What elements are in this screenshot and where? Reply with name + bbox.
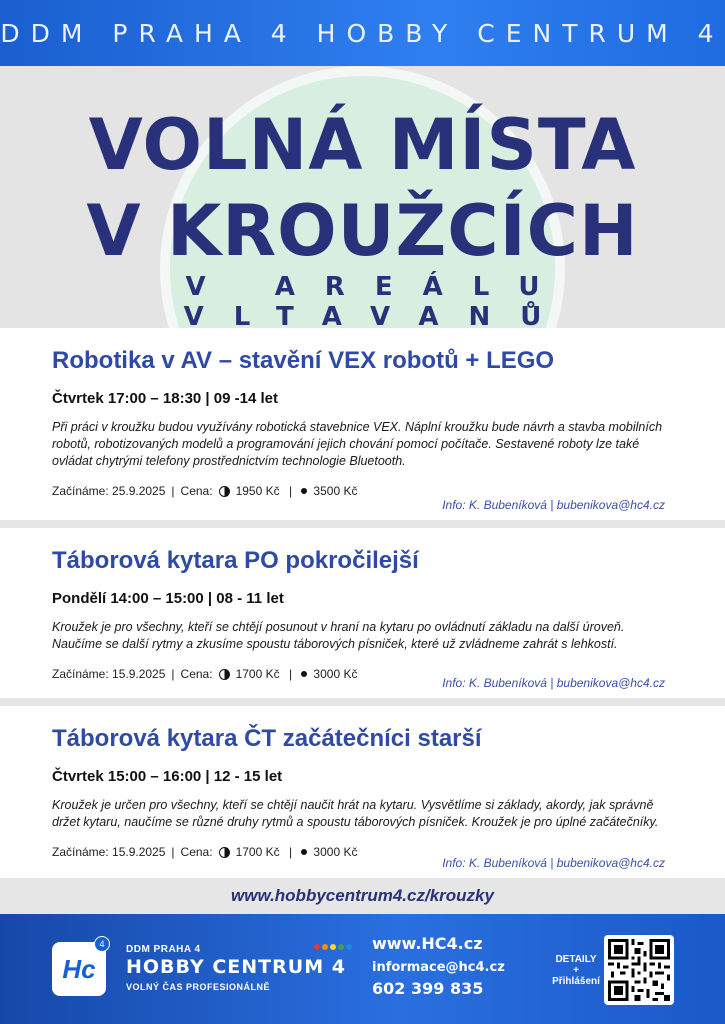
price-half: 1700 Kč <box>235 845 280 859</box>
separator: | <box>171 667 175 681</box>
course-title: Robotika v AV – stavění VEX robotů + LEGO <box>52 347 555 374</box>
top-header-bar <box>0 0 725 66</box>
course-start: Začínáme: 25.9.2025 <box>52 484 166 498</box>
course-schedule: Čtvrtek 17:00 – 18:30 | 09 -14 let <box>52 390 278 407</box>
price-half: 1700 Kč <box>235 667 280 681</box>
course-meta <box>52 484 673 498</box>
price-full: 3000 Kč <box>313 667 358 681</box>
course-schedule: Čtvrtek 15:00 – 16:00 | 12 - 15 let <box>52 768 283 785</box>
course-card <box>0 528 725 698</box>
price-label: Cena: <box>180 484 213 498</box>
separator: | <box>171 484 175 498</box>
half-year-icon <box>219 486 230 497</box>
course-info-contact[interactable]: Info: K. Bubeníková | bubenikova@hc4.cz <box>442 498 665 512</box>
hero-subtitle: V AREÁLU VLTAVANŮ <box>183 272 572 328</box>
details-label <box>548 954 604 987</box>
footer-web-link[interactable]: www.HC4.cz <box>372 934 483 953</box>
hero-section <box>0 66 725 328</box>
org-name: DDM PRAHA 4 HOBBY CENTRUM 4 <box>0 18 725 48</box>
color-dot <box>322 944 328 950</box>
course-card <box>0 328 725 520</box>
separator: | <box>171 845 175 859</box>
course-description: Kroužek je pro všechny, kteří se chtějí posunout v hraní na kytaru po ovládnutí základu na další úroveň. Naučíme se další rytmy a zkusíme spoustu táborových písniček, které už zvládneme zahrát s lehkostí. <box>52 620 625 651</box>
website-link[interactable]: www.hobbycentrum4.cz/krouzky <box>0 878 725 914</box>
details-text: DETAILY <box>555 954 597 965</box>
brand-tagline: VOLNÝ ČAS PROFESIONÁLNĚ <box>126 982 271 992</box>
footer-phone[interactable]: 602 399 835 <box>372 979 484 998</box>
brand-color-dots <box>314 944 352 950</box>
logo-superscript: 4 <box>94 936 110 952</box>
plus-text: + <box>573 965 579 976</box>
brand-name: HOBBY CENTRUM 4 <box>126 956 346 978</box>
logo-text: Hc <box>62 953 96 984</box>
course-start: Začínáme: 15.9.2025 <box>52 667 166 681</box>
course-info-contact[interactable]: Info: K. Bubeníková | bubenikova@hc4.cz <box>442 676 665 690</box>
hero-title-line1: VOLNÁ MÍSTA <box>88 104 637 186</box>
half-year-icon <box>219 847 230 858</box>
brand-small: DDM PRAHA 4 <box>126 944 201 955</box>
hero-title-line2: V KROUŽCÍCH <box>86 190 639 272</box>
separator: | <box>285 667 296 681</box>
half-year-icon <box>219 669 230 680</box>
course-card <box>0 706 725 878</box>
price-full: 3500 Kč <box>313 484 358 498</box>
full-year-icon <box>301 849 307 855</box>
separator: | <box>285 484 296 498</box>
price-half: 1950 Kč <box>235 484 280 498</box>
course-info-contact[interactable]: Info: K. Bubeníková | bubenikova@hc4.cz <box>442 856 665 870</box>
qr-code[interactable] <box>604 935 674 1005</box>
full-year-icon <box>301 671 307 677</box>
full-year-icon <box>301 488 307 494</box>
price-full: 3000 Kč <box>313 845 358 859</box>
course-title: Táborová kytara PO pokročilejší <box>52 547 419 574</box>
footer-email-link[interactable]: informace@hc4.cz <box>372 960 505 975</box>
color-dot <box>314 944 320 950</box>
color-dot <box>338 944 344 950</box>
course-start: Začínáme: 15.9.2025 <box>52 845 166 859</box>
course-title: Táborová kytara ČT začátečníci starší <box>52 725 482 752</box>
qr-code-icon <box>608 939 670 1001</box>
price-label: Cena: <box>180 667 213 681</box>
course-schedule: Pondělí 14:00 – 15:00 | 08 - 11 let <box>52 590 284 607</box>
registration-text: Přihlášení <box>552 976 600 987</box>
color-dot <box>330 944 336 950</box>
price-label: Cena: <box>180 845 213 859</box>
separator: | <box>285 845 296 859</box>
course-description: Při práci v kroužku budou využívány robotická stavebnice VEX. Náplní kroužku bude návrh a stavba mobilních robotů, robotizovaných modelů a programování jejich chování pomocí počítače. Sestavené roboty lze také ovládat chytrými telefony prostřednictvím technologie Bluetooth. <box>52 420 663 468</box>
footer <box>0 914 725 1024</box>
color-dot <box>346 944 352 950</box>
course-description: Kroužek je určen pro všechny, kteří se chtějí naučit hrát na kytaru. Vysvětlíme si základy, akordy, jak správně držet kytaru, naučíme se různé druhy rytmů a spoustu táborových písniček. Kroužek je pro úplné začátečníky. <box>52 798 659 829</box>
